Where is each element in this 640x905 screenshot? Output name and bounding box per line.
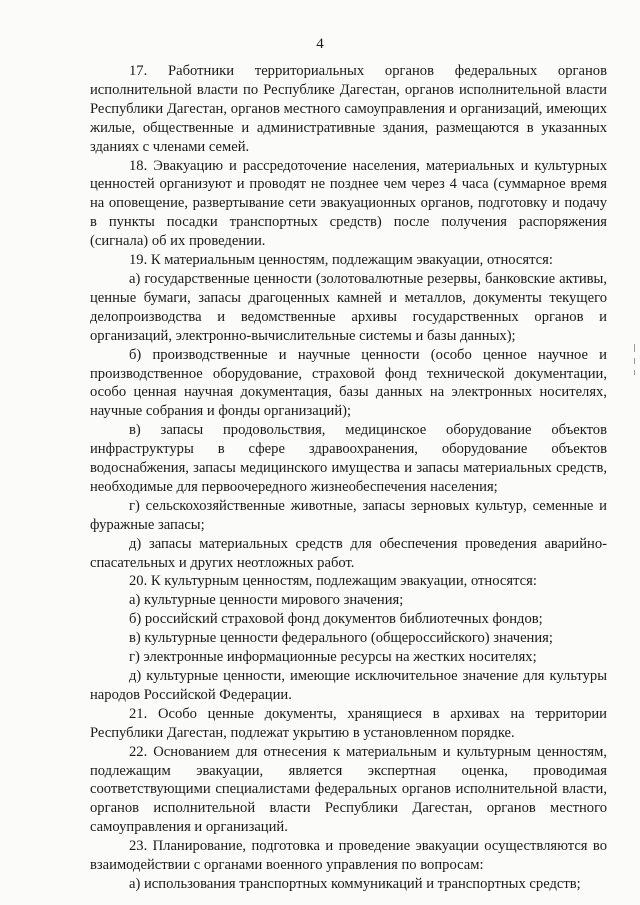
- paragraph-22: 22. Основанием для отнесения к материальным и культурным ценностям, подлежащим эвакуации, является экспертная оценка, проводимая соответствующими специалистами федеральных органов исполнительной власти, органов исполнительной власти Республики Дагестан, органов местного самоуправления и организаций.: [90, 743, 607, 836]
- paragraph-20-v: в) культурные ценности федерального (общероссийского) значения;: [129, 630, 553, 647]
- paragraph-17: 17. Работники территориальных органов федеральных органов исполнительной власти по Республике Дагестан, органов исполнительной власти Республики Дагестан, органов местного самоуправления и организаций, имеющих жилые, общественные и административные здания, размещаются в указанных зданиях с членами семей.: [90, 63, 607, 155]
- paragraph-20-d: д) культурные ценности, имеющие исключительное значение для культуры народов Российской Федерации.: [90, 668, 607, 703]
- paragraph-19-v: в) запасы продовольствия, медицинское оборудование объектов инфраструктуры в сфере здравоохранения, оборудование объектов водоснабжения, запасы медицинского имущества и запасы материальных средств, необходимые для первоочередного жизнеобеспечения населения;: [90, 422, 607, 495]
- paragraph-19-b: б) производственные и научные ценности (особо ценное научное и производственное оборудование, страховой фонд технической документации, особо ценная научная документация, базы данных на электронных носителях, научные собрания и фонды организаций);: [90, 346, 607, 420]
- document-body: [90, 62, 607, 894]
- paragraph-19-a: а) государственные ценности (золотовалютные резервы, банковские активы, ценные бумаги, запасы драгоценных камней и металлов, документы текущего делопроизводства и ведомственные архивы государственных органов и организаций, электронно-вычислительные системы и базы данных);: [90, 270, 607, 344]
- paragraph-23: 23. Планирование, подготовка и проведение эвакуации осуществляются во взаимодействии с органами военного управления по вопросам:: [90, 838, 607, 874]
- paragraph-20: 20. К культурным ценностям, подлежащим эвакуации, относятся:: [129, 573, 537, 590]
- paragraph-18: 18. Эвакуацию и рассредоточение населения, материальных и культурных ценностей организуют и проводят не позднее чем через 4 часа (суммарное время на оповещение, развертывание сети эвакуационных органов, подготовку и подачу в пункты посадки транспортных средств) после получения распоряжения (сигнала) об их проведении.: [90, 157, 607, 250]
- paragraph-21: 21. Особо ценные документы, хранящиеся в архивах на территории Республики Дагестан, подлежат укрытию в установленном порядке.: [90, 705, 607, 741]
- paragraph-20-a: а) культурные ценности мирового значения;: [129, 592, 404, 609]
- paragraph-19: 19. К материальным ценностям, подлежащим эвакуации, относятся:: [129, 252, 553, 269]
- scan-edge-mark: [634, 344, 635, 352]
- page-number: 4: [316, 36, 324, 52]
- paragraph-20-g: г) электронные информационные ресурсы на жестких носителях;: [129, 649, 537, 666]
- scan-edge-mark: [634, 370, 635, 375]
- paragraph-20-b: б) российский страховой фонд документов библиотечных фондов;: [129, 611, 543, 628]
- paragraph-19-g: г) сельскохозяйственные животные, запасы зерновых культур, семенные и фуражные запасы;: [90, 497, 607, 533]
- paragraph-23-a: а) использования транспортных коммуникаций и транспортных средств;: [129, 875, 581, 892]
- scan-edge-mark: [634, 358, 635, 364]
- paragraph-19-d: д) запасы материальных средств для обеспечения проведения аварийно-спасательных и других неотложных работ.: [90, 535, 607, 571]
